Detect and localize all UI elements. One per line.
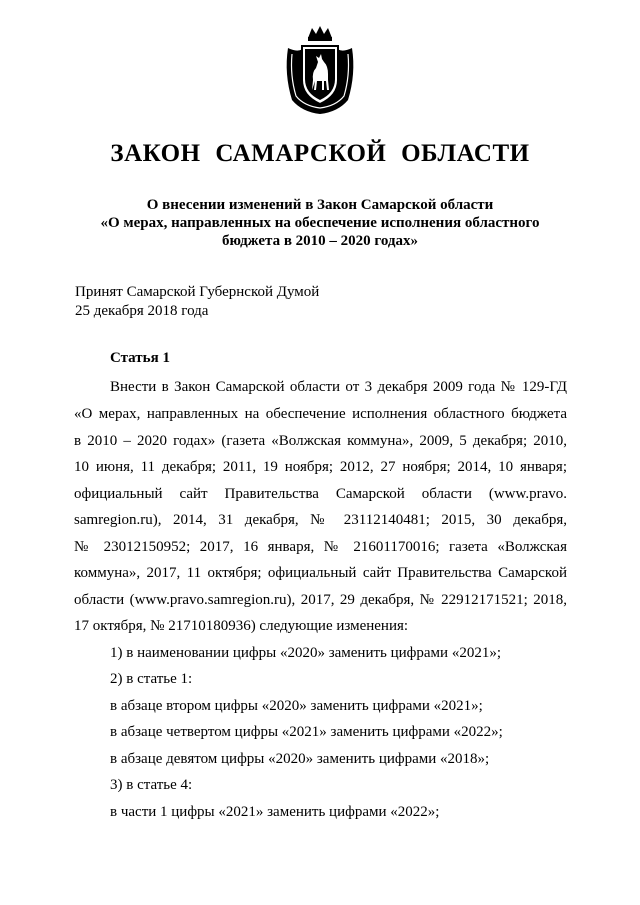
list-item: в абзаце четвертом цифры «2021» заменить цифрами «2022»; xyxy=(110,724,503,740)
body-line: коммуна», 2017, 11 октября; официальный сайт Правительства Самарской xyxy=(74,565,567,581)
body-line: официальный сайт Правительства Самарской области (www.pravo. xyxy=(74,486,567,502)
subtitle-line: О внесении изменений в Закон Самарской области xyxy=(146,197,494,213)
list-item: в части 1 цифры «2021» заменить цифрами «2022»; xyxy=(110,804,440,820)
document-title: ЗАКОН САМАРСКОЙ ОБЛАСТИ xyxy=(110,140,530,167)
body-line: samregion.ru), 2014, 31 декабря, № 23112140481; 2015, 30 декабря, xyxy=(74,512,567,528)
body-line: 17 октября, № 21710180936) следующие изменения: xyxy=(74,618,409,634)
body-line: 10 июня, 11 декабря; 2011, 19 ноября; 2012, 27 ноября; 2014, 10 января; xyxy=(74,459,567,475)
list-item: в абзаце втором цифры «2020» заменить цифрами «2021»; xyxy=(110,698,483,714)
list-item: 3) в статье 4: xyxy=(110,777,193,793)
article-heading: Статья 1 xyxy=(110,350,170,366)
subtitle-line: «О мерах, направленных на обеспечение исполнения областного xyxy=(100,215,540,231)
list-item: в абзаце девятом цифры «2020» заменить цифрами «2018»; xyxy=(110,751,490,767)
adoption-date: 25 декабря 2018 года xyxy=(75,303,209,319)
list-item: 2) в статье 1: xyxy=(110,671,193,687)
list-item: 1) в наименовании цифры «2020» заменить цифрами «2021»; xyxy=(110,645,501,661)
adoption-line: Принят Самарской Губернской Думой xyxy=(75,284,320,300)
body-line: в 2010 – 2020 годах» (газета «Волжская коммуна», 2009, 5 декабря; 2010, xyxy=(74,433,567,449)
body-line: Внести в Закон Самарской области от 3 декабря 2009 года № 129-ГД xyxy=(110,379,567,395)
body-line: «О мерах, направленных на обеспечение исполнения областного бюджета xyxy=(74,406,567,422)
body-line: области (www.pravo.samregion.ru), 2017, 29 декабря, № 22912171521; 2018, xyxy=(74,592,567,608)
subtitle-line: бюджета в 2010 – 2020 годах» xyxy=(221,233,419,249)
body-line: № 23012150952; 2017, 16 января, № 21601170016; газета «Волжская xyxy=(74,539,567,555)
